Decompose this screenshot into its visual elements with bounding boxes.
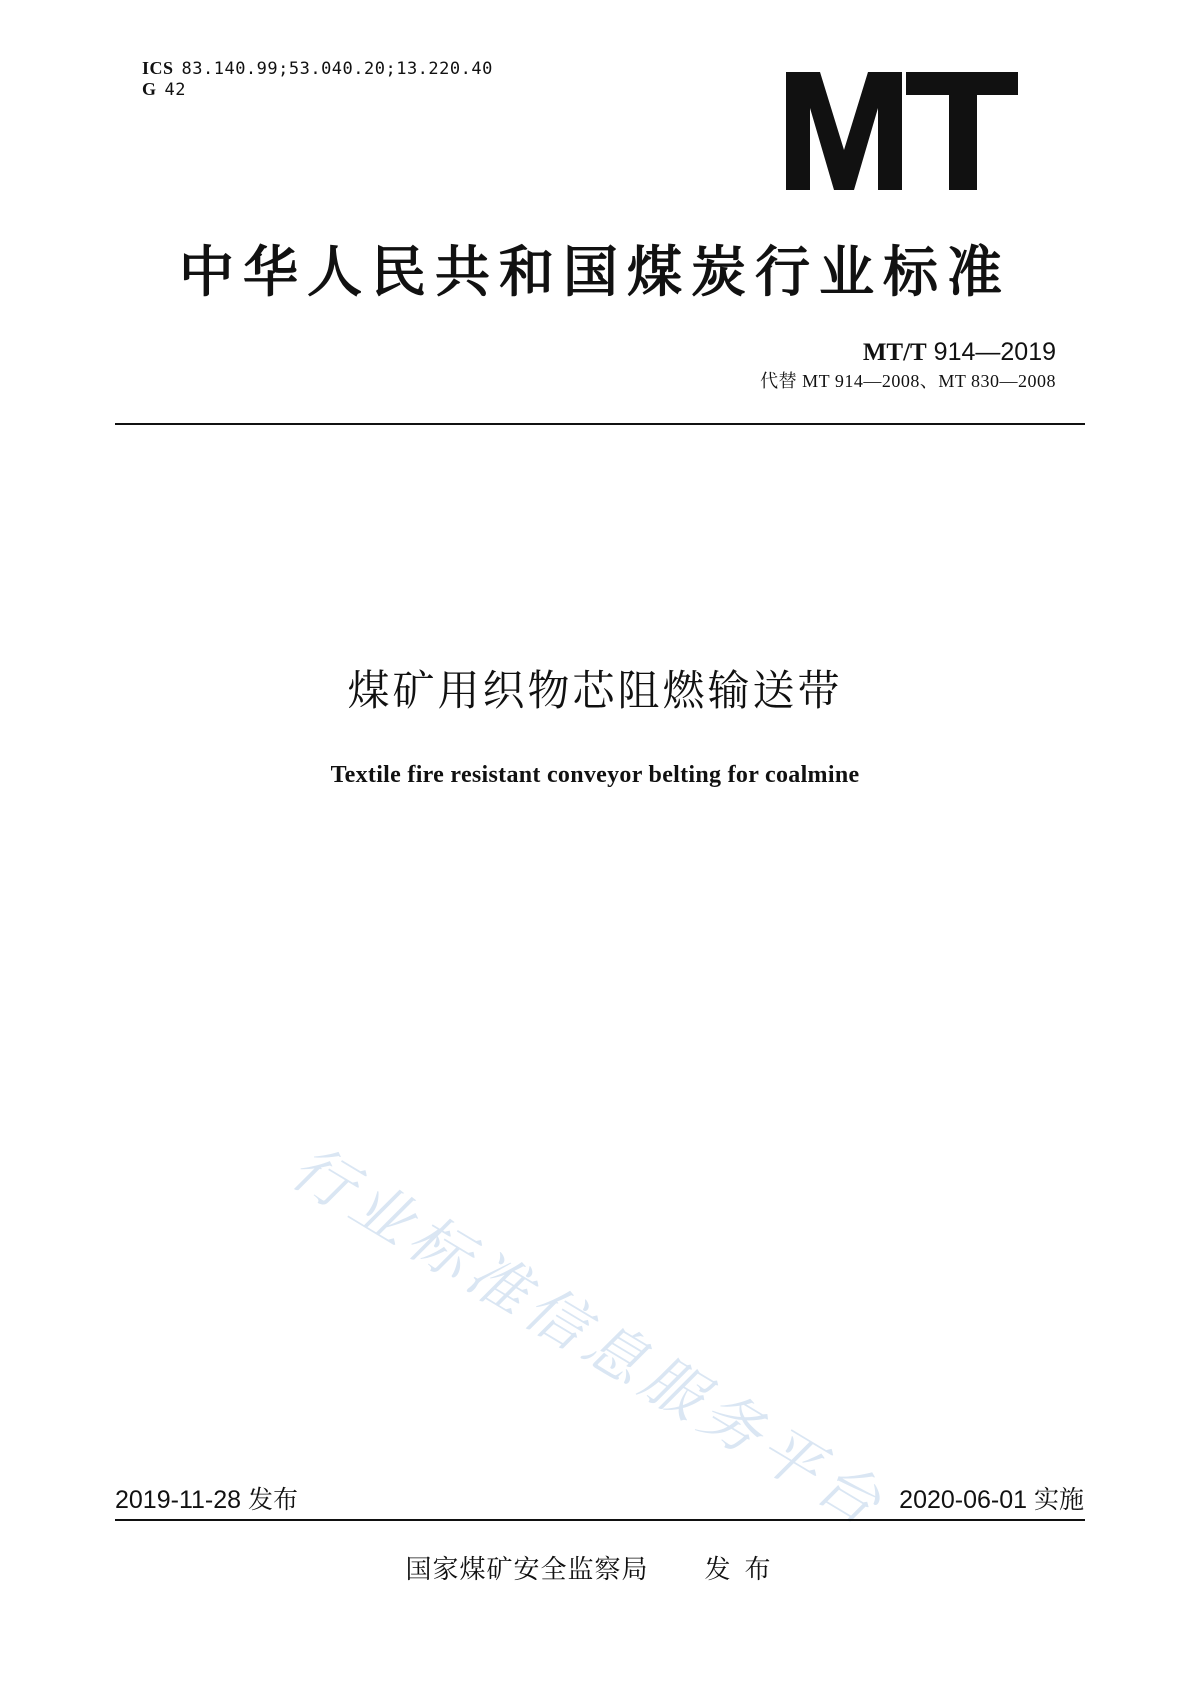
ccs-classification — [142, 79, 186, 100]
standard-code: 914—2019 — [933, 338, 1056, 366]
replaces-note: 代替 MT 914—2008、MT 830—2008 — [760, 371, 1056, 391]
watermark: 行业标准信息服务平台 — [279, 1132, 899, 1543]
ics-label: ICS — [142, 58, 174, 78]
org-title: 中华人民共和国煤炭行业标准 — [178, 240, 1011, 304]
ccs-label: G — [142, 79, 157, 99]
ccs-code: 42 — [164, 80, 186, 100]
top-divider — [115, 423, 1085, 425]
issuer-action: 发布 — [704, 1555, 785, 1585]
issuer-line — [0, 1549, 1190, 1586]
ics-classification — [142, 58, 493, 79]
document-title-chinese: 煤矿用织物芯阻燃输送带 — [347, 666, 843, 715]
document-title-english: Textile fire resistant conveyor belting for coalmine — [330, 762, 860, 788]
standard-prefix: MT/T — [862, 339, 927, 366]
ics-codes: 83.140.99;53.040.20;13.220.40 — [181, 59, 493, 79]
standard-number — [863, 338, 1056, 367]
issue-date: 2019-11-28 发布 — [115, 1486, 298, 1514]
effective-date: 2020-06-01 实施 — [899, 1486, 1084, 1514]
issuer-name: 国家煤矿安全监察局 — [405, 1555, 649, 1585]
mt-logo — [786, 72, 1018, 190]
bottom-divider — [115, 1519, 1085, 1521]
